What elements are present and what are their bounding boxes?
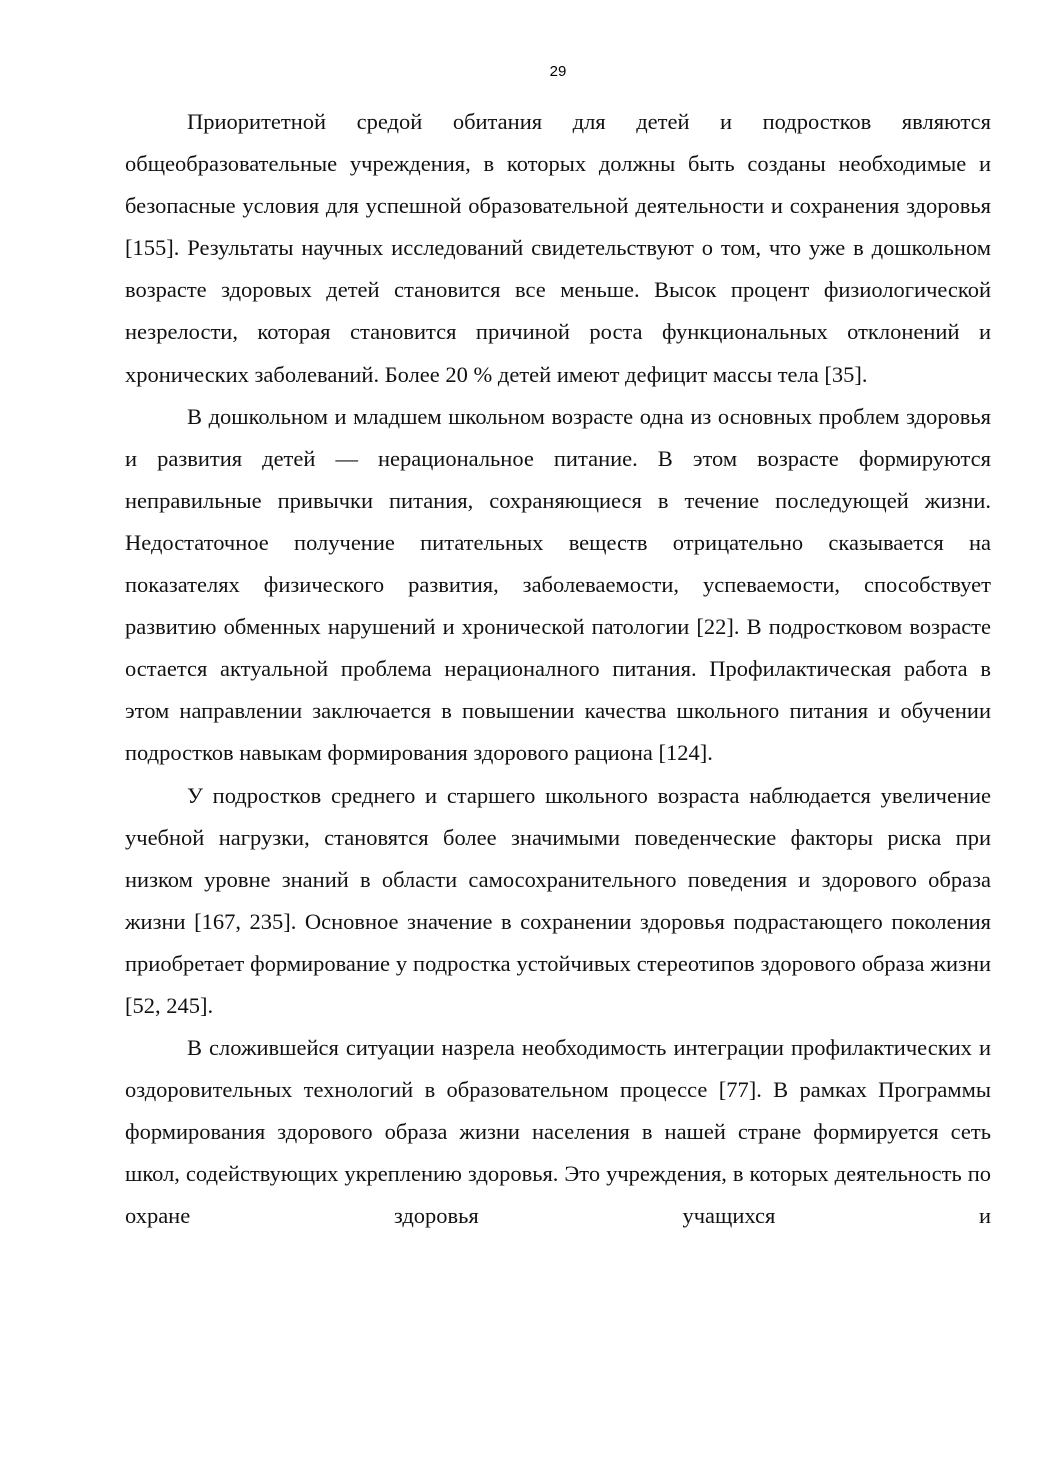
body-text xyxy=(125,101,991,1238)
paragraph-1: Приоритетной средой обитания для детей и подростков являются общеобразовательные учреждения, в которых должны быть созданы необходимые и безопасные условия для успешной образовательной деятельности и сохранения здоровья [155]. Результаты научных исследований свидетельствуют о том, что уже в дошкольном возрасте здоровых детей становится все меньше. Высок процент физиологической незрелости, которая становится причиной роста функциональных отклонений и хронических заболеваний. Более 20 % детей имеют дефицит массы тела [35]. xyxy=(125,109,991,387)
paragraph-4: В сложившейся ситуации назрела необходимость интеграции профилактических и оздоровительных технологий в образовательном процессе [77]. В рамках Программы формирования здорового образа жизни населения в нашей стране формируется сеть школ, содействующих укреплению здоровья. Это учреждения, в которых деятельность по охране здоровья учащихся и xyxy=(125,1035,991,1229)
paragraph-2: В дошкольном и младшем школьном возрасте одна из основных проблем здоровья и развития детей — нерациональное питание. В этом возрасте формируются неправильные привычки питания, сохраняющиеся в течение последующей жизни. Недостаточное получение питательных веществ отрицательно сказывается на показателях физического развития, заболеваемости, успеваемости, способствует развитию обменных нарушений и хронической патологии [22]. В подростковом возрасте остается актуальной проблема нерационалного питания. Профилактическая работа в этом направлении заключается в повышении качества школьного питания и обучении подростков навыкам формирования здорового рациона [124]. xyxy=(125,403,991,766)
paragraph-3: У подростков среднего и старшего школьного возраста наблюдается увеличение учебной нагрузки, становятся более значимыми поведенческие факторы риска при низком уровне знаний в области самосохранительного поведения и здорового образа жизни [167, 235]. Основное значение в сохранении здоровья подрастающего поколения приобретает формирование у подростка устойчивых стереотипов здорового образа жизни [52, 245]. xyxy=(125,782,991,1018)
page-number: 29 xyxy=(549,63,567,80)
